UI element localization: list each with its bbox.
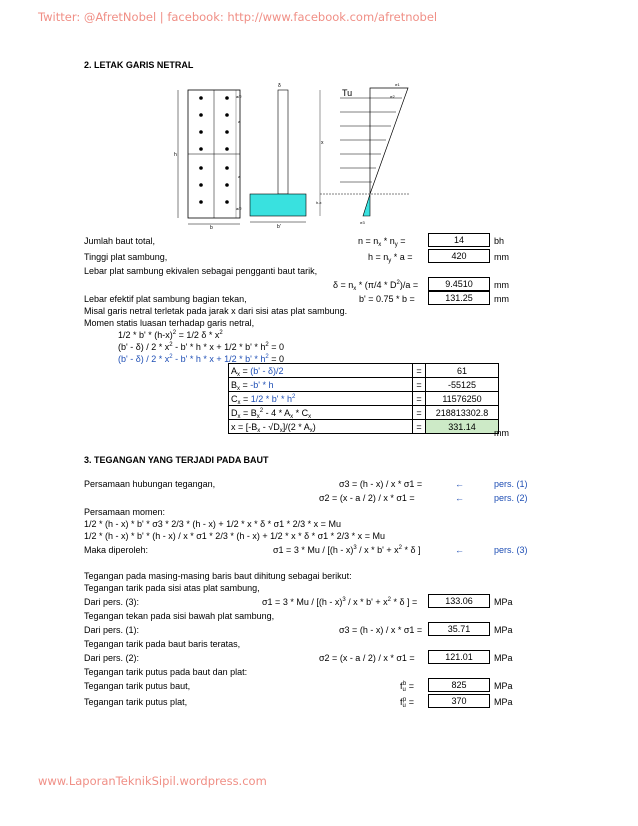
tarik-baris-label: Tegangan tarik pada baut baris teratas, xyxy=(84,639,241,649)
unit-x: mm xyxy=(494,428,509,438)
pers-3: pers. (3) xyxy=(494,545,528,555)
unit-n: bh xyxy=(494,236,505,246)
dari-pers-1: Dari pers. (1): xyxy=(84,625,140,635)
tarik-atas-label: Tegangan tarik pada sisi atas plat sambung, xyxy=(84,583,260,593)
putus-label: Tegangan tarik putus pada baut dan plat: xyxy=(84,667,248,677)
eq-sigma2: σ2 = (x - a / 2) / x * σ1 = xyxy=(319,493,415,503)
lebar-efektif-label: Lebar efektif plat sambung bagian tekan, xyxy=(84,294,247,304)
dim-b: b xyxy=(210,225,213,230)
lebar-label: Lebar plat sambung ekivalen sebagai pengganti baut tarik, xyxy=(84,266,318,276)
compression-triangle xyxy=(363,194,370,216)
hubungan-label: Persamaan hubungan tegangan, xyxy=(84,479,216,489)
table-row: $x = [-B_x - √D_x]/(2 * A_x)$ = 331.14 xyxy=(229,420,499,434)
putus-plat-label: Tegangan tarik putus plat, xyxy=(84,697,188,707)
neutral-axis-diagram xyxy=(170,78,420,230)
misal-text: Misal garis netral terletak pada jarak x dari sisi atas plat sambung. xyxy=(84,306,348,316)
unit-mpa: MPa xyxy=(494,625,513,635)
tekan-bawah-label: Tegangan tekan pada sisi bawah plat sambung, xyxy=(84,611,275,621)
equation-2: $(b' - \delta) / 2 * x^2 - b' * h * x + 1/2 * b' * h^2 = 0$ xyxy=(118,342,284,352)
header-watermark: Twitter: @AfretNobel | facebook: http://www.facebook.com/afretnobel xyxy=(38,10,438,24)
table-row: $C_x = 1/2 * b' * h^2$ = 11576250 xyxy=(229,392,499,406)
equivalent-strip xyxy=(278,90,288,194)
dim-bprime: b' xyxy=(277,224,281,230)
dim-hx: h-x xyxy=(316,200,322,205)
value-delta: 9.4510 xyxy=(428,277,490,291)
arrow-left-icon: ← xyxy=(455,493,464,503)
formula-sigma1: $\sigma 1 = 3 * Mu / [(h - x)^3 / x * b' + x^2 * \delta$ ] = xyxy=(262,597,418,607)
value-fu-bolt: 825 xyxy=(428,678,490,692)
label-sigma1: σ1 xyxy=(395,82,400,87)
value-n: 14 xyxy=(428,233,490,247)
value-sigma1: 133.06 xyxy=(428,594,490,608)
table-row: $B_x = -b' * h$ = -55125 xyxy=(229,378,499,392)
unit-mpa: MPa xyxy=(494,597,513,607)
dari-pers-3: Dari pers. (3): xyxy=(84,597,140,607)
arrow-left-icon: ← xyxy=(455,479,464,489)
tension-triangle xyxy=(370,88,408,194)
formula-sigma3: σ3 = (h - x) / x * σ1 = xyxy=(339,625,423,635)
section-3-title: 3. TEGANGAN YANG TERJADI PADA BAUT xyxy=(84,455,269,465)
value-h: 420 xyxy=(428,249,490,263)
row-label: Jumlah baut total, xyxy=(84,236,156,246)
stress-arrows xyxy=(320,98,410,194)
dim-a-top: a xyxy=(238,119,241,124)
tu-label: Tu xyxy=(342,88,353,98)
maka-label: Maka diperoleh: xyxy=(84,545,149,555)
unit-mpa: MPa xyxy=(494,681,513,691)
putus-baut-label: Tegangan tarik putus baut, xyxy=(84,681,191,691)
row-label: Tinggi plat sambung, xyxy=(84,252,168,262)
formula-sigma2: σ2 = (x - a / 2) / x * σ1 = xyxy=(319,653,415,663)
momen-label: Persamaan momen: xyxy=(84,507,166,517)
eq-sigma3: σ3 = (h - x) / x * σ1 = xyxy=(339,479,423,489)
pers-2: pers. (2) xyxy=(494,493,528,503)
dim-delta: δ xyxy=(278,83,281,89)
fu-bolt-symbol: $f_u^b$ = xyxy=(400,681,414,693)
section-2-title: 2. LETAK GARIS NETRAL xyxy=(84,60,194,70)
pers-1: pers. (1) xyxy=(494,479,528,489)
moment-eq-1: 1/2 * (h - x) * b' * σ3 * 2/3 * (h - x) + 1/2 * x * δ * σ1 * 2/3 * x = Mu xyxy=(84,519,341,529)
unit-delta: mm xyxy=(494,280,509,290)
moment-eq-2: 1/2 * (h - x) * b' * (h - x) / x * σ1 * 2/3 * (h - x) + 1/2 * x * δ * σ1 * 2/3 * x = Mu xyxy=(84,531,385,541)
quadratic-table xyxy=(228,363,499,434)
unit-bprime: mm xyxy=(494,294,509,304)
row-formula: $n = n_x * n_y$ = xyxy=(358,236,406,248)
dim-h: h xyxy=(174,152,177,158)
value-fu-plate: 370 xyxy=(428,694,490,708)
unit-h: mm xyxy=(494,252,509,262)
value-sigma3: 35.71 xyxy=(428,622,490,636)
value-bprime: 131.25 xyxy=(428,291,490,305)
compression-block xyxy=(250,194,306,216)
row-formula: $h = n_y * a$ = xyxy=(368,252,413,264)
arrow-left-icon: ← xyxy=(455,545,464,555)
value-sigma2: 121.01 xyxy=(428,650,490,664)
dim-x: x xyxy=(321,140,324,146)
dim-a-bot: a xyxy=(238,174,241,179)
lebar-efektif-formula: b' = 0.75 * b = xyxy=(359,294,415,304)
unit-mpa: MPa xyxy=(494,653,513,663)
dari-pers-2: Dari pers. (2): xyxy=(84,653,140,663)
label-sigma3: σ3 xyxy=(360,220,365,225)
table-row: $A_x = (b' - \delta)/2$ = 61 xyxy=(229,364,499,378)
dim-a2-bot: a/2 xyxy=(236,206,242,211)
tegangan-label: Tegangan pada masing-masing baris baut dihitung sebagai berikut: xyxy=(84,571,352,581)
moment-eq-3: $\sigma 1 = 3 * Mu / [(h - x)^3 / x * b' + x^2 * \delta$ ] xyxy=(273,545,421,555)
dim-a2-top: a/2 xyxy=(236,94,242,99)
label-sigma2: σ2 xyxy=(390,94,395,99)
fu-plate-symbol: $f_u^p$ = xyxy=(400,697,414,709)
momen-text: Momen statis luasan terhadap garis netral, xyxy=(84,318,255,328)
equation-1: $1/2 * b' * (h-x)^2 = 1/2$ δ * $x^2$ xyxy=(118,330,223,340)
footer-watermark: www.LaporanTeknikSipil.wordpress.com xyxy=(38,774,267,788)
delta-formula: $\delta = n_x * (\pi/4 * D^2)/a$ = xyxy=(333,280,419,292)
table-row: $D_x = B_x^2 - 4 * A_x * C_x$ = 218813302.8 xyxy=(229,406,499,420)
unit-mpa: MPa xyxy=(494,697,513,707)
equation-3: $(b' - \delta) / 2 * x^2 - b' * h * x + 1/2 * b' * h^2 = 0$ xyxy=(118,354,284,364)
